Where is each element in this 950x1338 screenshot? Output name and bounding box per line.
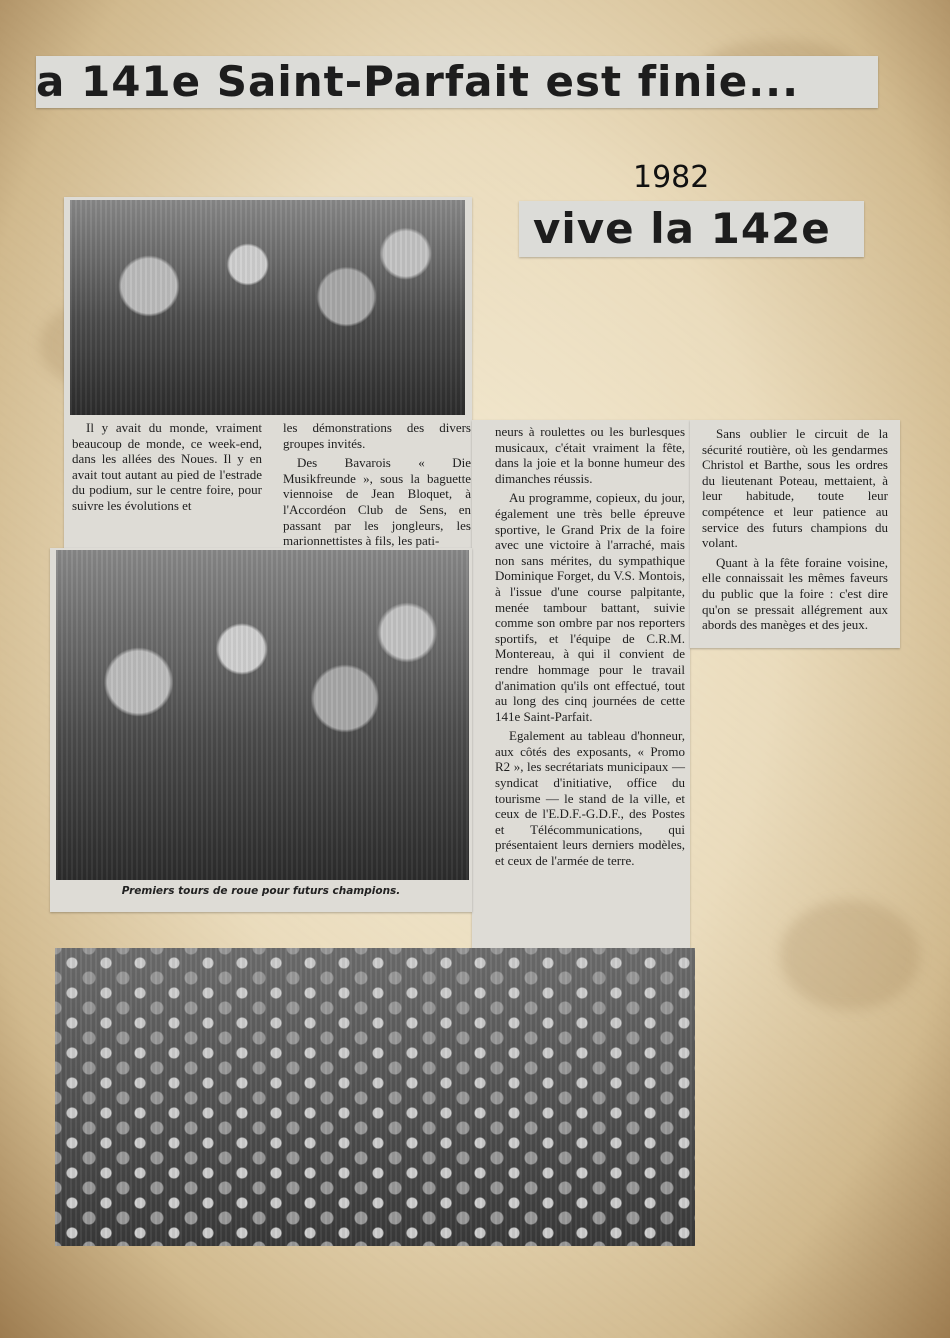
paragraph: Sans oublier le circuit de la sécurité routière, où les gendarmes Christol et Barthe, sous les ordres du lieutenant Poteau, mettaient, à leur habitude, toute leur compétence et leur patience au service des futurs champions du volant.	[702, 426, 888, 551]
photo-caption: Premiers tours de roue pour futurs champions.	[121, 885, 401, 897]
paper-stain	[780, 900, 920, 1010]
paragraph: Il y avait du monde, vraiment beaucoup de monde, ce week-end, dans les allées des Noues. Il y en avait tout autant au pied de l'estrade du podium, sur le centre foire, pour suivre les évolutions et	[72, 420, 262, 513]
paragraph: neurs à roulettes ou les burlesques musicaux, c'était vraiment la fête, dans la joie et la bonne humeur des dimanches réussis.	[495, 424, 685, 486]
year-label: 1982	[633, 160, 710, 195]
paragraph: les démonstrations des divers groupes invités.	[283, 420, 471, 451]
article-column-2	[283, 420, 471, 549]
headline-sub: vive la 142e	[519, 201, 864, 257]
paragraph: Quant à la fête foraine voisine, elle connaissait les mêmes faveurs du public que la foire : c'est dire qu'on se pressait allégrement aux abords des manèges et des jeux.	[702, 554, 888, 633]
photo-kids-bikes	[56, 550, 469, 880]
article-column-3	[495, 424, 685, 869]
photo-crowd	[55, 948, 695, 1246]
article-column-1	[72, 420, 262, 514]
paragraph: Au programme, copieux, du jour, également une très belle épreuve sportive, le Grand Prix de la foire avec une victoire à l'arraché, mais non sans mérites, du sympathique Dominique Forget, du V.S. Montois, à l'issue d'une course palpitante, menée tambour battant, suivie comme son ombre par nos reporters sportifs, et l'équipe de C.R.M. Montereau, à qui il convient de rendre hommage pour le travail d'animation qu'ils ont effectué, tout au long des cinq journées de cette 141e Saint-Parfait.	[495, 490, 685, 724]
paragraph: Des Bavarois « Die Musikfreunde », sous la baguette viennoise de Jean Bloquet, à l'Accordéon Club de Sens, en passant par les jongleurs, les marionnettistes à fils, les pati-	[283, 455, 471, 549]
article-column-4	[702, 426, 888, 633]
photo-cyclists	[70, 200, 465, 415]
headline-main: a 141e Saint-Parfait est finie...	[36, 56, 878, 108]
paragraph: Egalement au tableau d'honneur, aux côtés des exposants, « Promo R2 », les secrétariats municipaux — syndicat d'initiative, office du tourisme — le stand de la ville, et ceux de l'E.D.F.-G.D.F., des Postes et Télécommunications, qui présentaient leurs derniers modèles, et ceux de l'armée de terre.	[495, 728, 685, 869]
